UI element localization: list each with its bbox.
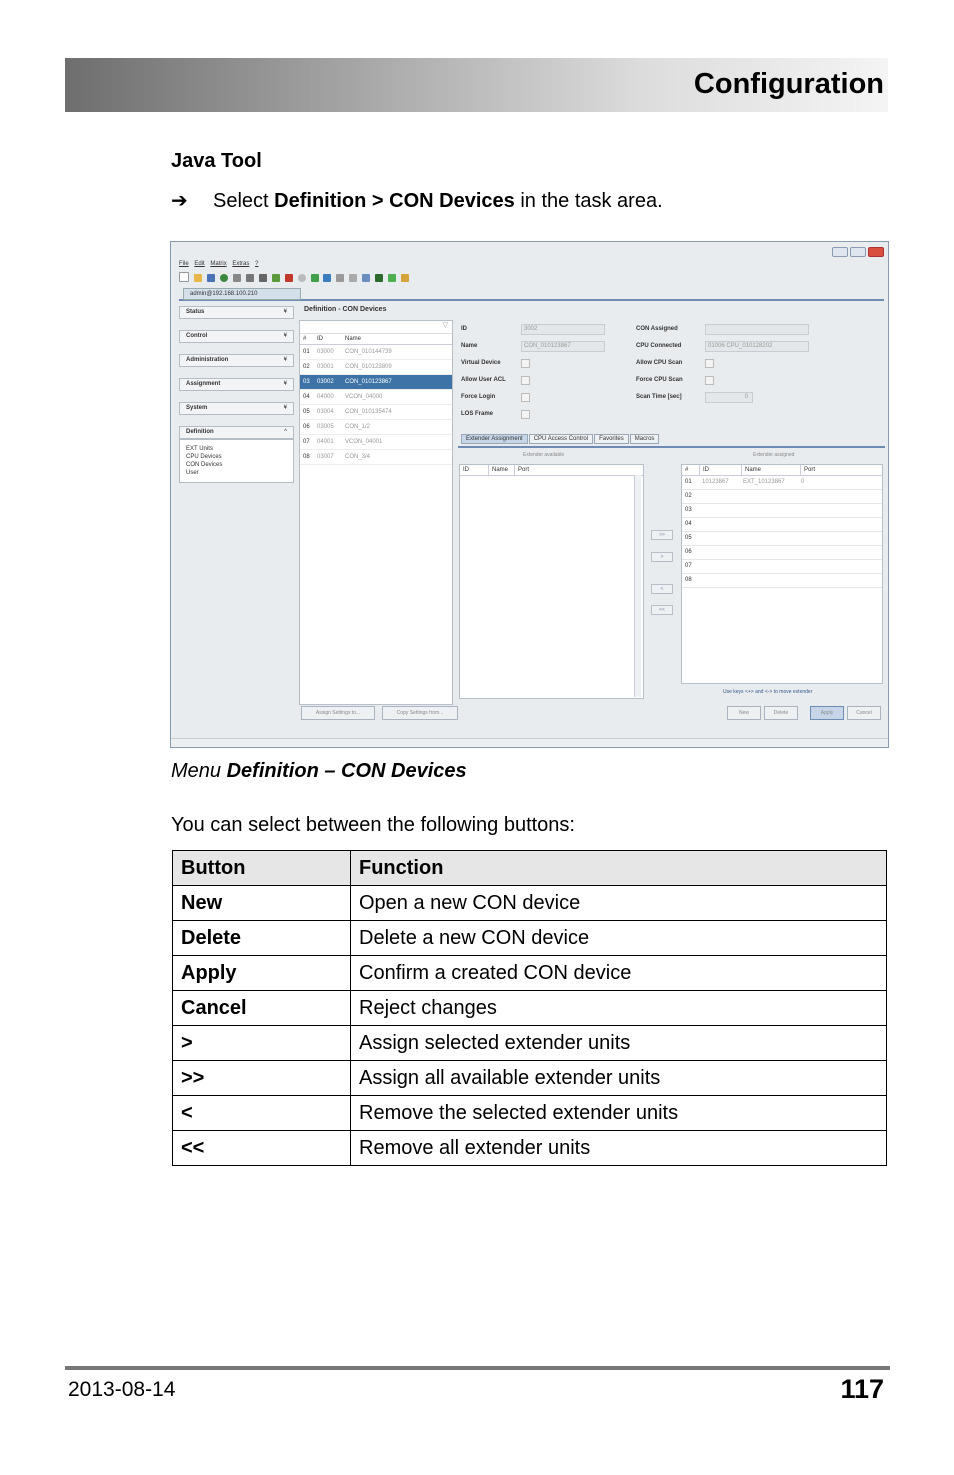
sidebar-item-status[interactable] [179, 306, 294, 319]
caption-prefix: Menu [171, 760, 227, 782]
copy-icon[interactable] [246, 274, 254, 282]
chevron-down-icon: ¥ [283, 357, 287, 363]
arrow-icon: ➔ [171, 190, 188, 212]
button-name: New [173, 886, 351, 921]
allow-cpu-scan-checkbox[interactable] [705, 359, 714, 368]
filter-icon[interactable]: ▽ [300, 321, 452, 334]
cpu-connected-field[interactable]: 01006 CPU_010128202 [705, 341, 809, 352]
connection-tabbar [179, 288, 884, 301]
new-button[interactable]: New [727, 706, 761, 720]
list-item[interactable]: 02 03001 CON_010123809 [300, 360, 452, 375]
remove-all-button[interactable]: << [651, 605, 673, 615]
table-header [682, 465, 882, 476]
col-header-port[interactable]: Port [804, 467, 816, 473]
document-icon[interactable] [336, 274, 344, 282]
table-row[interactable]: 05 [682, 532, 882, 546]
table-row [173, 1026, 887, 1061]
menu-bar [179, 261, 262, 267]
name-field[interactable]: CON_010123867 [521, 341, 605, 352]
button-function: Assign all available extender units [351, 1061, 887, 1096]
button-name: << [173, 1131, 351, 1166]
button-name: > [173, 1026, 351, 1061]
upload-icon[interactable] [311, 274, 319, 282]
table-header-row [173, 851, 887, 886]
figure-caption [171, 760, 467, 783]
table-row[interactable]: 04 [682, 518, 882, 532]
sidebar-item-control[interactable] [179, 330, 294, 343]
col-header-function: Function [351, 851, 887, 886]
cpu-connected-label: CPU Connected [636, 343, 682, 349]
tools-icon[interactable] [401, 274, 409, 282]
paste-icon[interactable] [259, 274, 267, 282]
button-function: Confirm a created CON device [351, 956, 887, 991]
toolbar [179, 272, 412, 284]
main-title: Definition - CON Devices [304, 306, 387, 313]
col-header-button: Button [173, 851, 351, 886]
button-function: Delete a new CON device [351, 921, 887, 956]
open-folder-icon[interactable] [194, 274, 202, 282]
save-icon[interactable] [207, 274, 215, 282]
report-icon[interactable] [349, 274, 357, 282]
col-header-id[interactable]: ID [317, 336, 323, 342]
chevron-down-icon: ¥ [283, 309, 287, 315]
menu-file[interactable]: File [179, 261, 189, 267]
table-row[interactable]: 02 [682, 490, 882, 504]
instruction [171, 188, 663, 213]
con-assigned-label: CON Assigned [636, 326, 678, 332]
tab-favorites[interactable]: Favorites [594, 434, 629, 444]
id-label: ID [461, 326, 467, 332]
sidebar [179, 306, 294, 483]
sidebar-item-label: System [186, 405, 208, 411]
table-row[interactable]: 03 [682, 504, 882, 518]
remove-selected-button[interactable]: < [651, 584, 673, 594]
table-row [173, 991, 887, 1026]
list-item[interactable]: 08 03007 CON_3/4 [300, 450, 452, 465]
table-row[interactable]: 07 [682, 560, 882, 574]
table-header [460, 465, 643, 476]
list-item-selected[interactable]: 03 03002 CON_010123867 [300, 375, 452, 390]
page-title: Configuration [693, 68, 884, 100]
sidebar-item-assignment[interactable] [179, 378, 294, 391]
footer-divider [65, 1366, 890, 1370]
list-item[interactable]: 07 04001 VCON_04001 [300, 435, 452, 450]
virtual-device-checkbox[interactable] [521, 359, 530, 368]
virtual-device-label: Virtual Device [461, 360, 501, 366]
window-controls [830, 247, 884, 259]
table-row [173, 1096, 887, 1131]
table-row[interactable]: 06 [682, 546, 882, 560]
table-row[interactable]: 08 [682, 574, 882, 588]
col-header-port[interactable]: Port [518, 467, 530, 473]
chevron-down-icon: ¥ [283, 405, 287, 411]
table-row [173, 956, 887, 991]
page-number: 117 [840, 1374, 884, 1404]
button-name: Cancel [173, 991, 351, 1026]
button-function: Remove all extender units [351, 1131, 887, 1166]
button-name: Delete [173, 921, 351, 956]
cancel-button[interactable]: Cancel [847, 706, 881, 720]
con-device-list [299, 320, 453, 705]
scan-time-stepper[interactable]: 0 [705, 392, 753, 403]
subtab-bar [461, 434, 660, 444]
sidebar-item-system[interactable] [179, 402, 294, 415]
intro-text: You can select between the following buttons: [171, 814, 575, 836]
caption-title: Definition – CON Devices [226, 760, 467, 782]
table-row[interactable]: 01 10123867 EXT_10123867 0 [682, 476, 882, 490]
col-header-id[interactable]: ID [460, 465, 489, 475]
sidebar-item-label: Administration [186, 357, 229, 363]
status-bar [171, 738, 888, 747]
table-row [173, 886, 887, 921]
submenu-con-devices[interactable]: CON Devices [186, 462, 223, 468]
extender-available-caption: Extender available [523, 452, 565, 458]
list-item[interactable]: 06 03005 CON_1/2 [300, 420, 452, 435]
monitor-icon[interactable] [375, 274, 383, 282]
sidebar-item-definition[interactable] [179, 426, 294, 439]
los-frame-checkbox[interactable] [521, 410, 530, 419]
los-frame-label: LOS Frame [461, 411, 494, 417]
button-name: < [173, 1096, 351, 1131]
settings-icon[interactable] [298, 274, 306, 282]
menu-matrix[interactable]: Matrix [210, 261, 227, 267]
button-function: Assign selected extender units [351, 1026, 887, 1061]
list-item[interactable]: 04 04000 VCON_04000 [300, 390, 452, 405]
sidebar-item-label: Status [186, 309, 205, 315]
submenu-cpu-devices[interactable]: CPU Devices [186, 454, 222, 460]
list-item[interactable]: 01 03000 CON_010144739 [300, 345, 452, 360]
tab-cpu-access-control[interactable]: CPU Access Control [529, 434, 593, 444]
force-cpu-scan-checkbox[interactable] [705, 376, 714, 385]
delete-button[interactable]: Delete [764, 706, 798, 720]
col-header-id[interactable]: ID [700, 465, 742, 475]
tab-extender-assignment[interactable]: Extender Assignment [461, 434, 528, 444]
allow-cpu-scan-label: Allow CPU Scan [636, 360, 683, 366]
new-file-icon[interactable] [179, 272, 189, 282]
assign-selected-button[interactable]: > [651, 552, 673, 562]
list-header [300, 334, 452, 345]
button-name: Apply [173, 956, 351, 991]
scan-time-label: Scan Time [sec] [636, 394, 682, 400]
col-header-number[interactable]: # [682, 465, 700, 475]
download-icon[interactable] [323, 274, 331, 282]
table-row [173, 921, 887, 956]
chevron-up-icon: ^ [284, 429, 287, 435]
col-header-name[interactable]: Name [489, 465, 515, 475]
force-cpu-scan-label: Force CPU Scan [636, 377, 683, 383]
sidebar-item-label: Assignment [186, 381, 221, 387]
sidebar-item-label: Definition [186, 429, 214, 435]
instruction-pre: Select [213, 190, 275, 212]
button-function: Reject changes [351, 991, 887, 1026]
scrollbar[interactable] [634, 475, 641, 697]
instruction-path: Definition > CON Devices [274, 190, 515, 212]
buttons-table [172, 850, 887, 1166]
force-login-label: Force Login [461, 394, 496, 400]
menu-help[interactable]: ? [255, 261, 259, 267]
disconnect-icon[interactable] [285, 274, 293, 282]
chevron-down-icon: ¥ [283, 333, 287, 339]
col-header-name[interactable]: Name [742, 465, 801, 475]
sidebar-item-administration[interactable] [179, 354, 294, 367]
assign-settings-button[interactable]: Assign Settings to... [301, 706, 375, 720]
subtab-divider [458, 446, 885, 448]
menu-edit[interactable]: Edit [194, 261, 205, 267]
instruction-post: in the task area. [514, 190, 663, 212]
name-label: Name [461, 343, 478, 349]
force-login-checkbox[interactable] [521, 393, 530, 402]
chevron-down-icon: ¥ [283, 381, 287, 387]
cut-icon[interactable] [233, 274, 241, 282]
export-icon[interactable] [362, 274, 370, 282]
connection-tab[interactable]: admin@192.168.100.210 [183, 288, 301, 300]
allow-user-acl-label: Allow User ACL [461, 377, 506, 383]
list-item[interactable]: 05 03004 CON_010135474 [300, 405, 452, 420]
maximize-icon[interactable] [850, 247, 866, 257]
extender-available-table [459, 464, 644, 699]
apply-button[interactable]: Apply [810, 706, 844, 720]
assign-all-button[interactable]: >> [651, 530, 673, 540]
col-header-number[interactable]: # [303, 336, 307, 342]
submenu-user[interactable]: User [186, 470, 199, 476]
sidebar-item-label: Control [186, 333, 208, 339]
minimize-icon[interactable] [832, 247, 848, 257]
tab-macros[interactable]: Macros [630, 434, 660, 444]
refresh-icon[interactable] [220, 274, 228, 282]
header-bar [65, 58, 888, 112]
extender-assigned-caption: Extender assigned [753, 452, 795, 458]
table-row [173, 1131, 887, 1166]
definition-submenu [179, 439, 294, 483]
app-screenshot [170, 241, 889, 748]
connect-icon[interactable] [272, 274, 280, 282]
check-icon[interactable] [388, 274, 396, 282]
footer-date: 2013-08-14 [68, 1378, 176, 1401]
button-function: Open a new CON device [351, 886, 887, 921]
section-title: Java Tool [171, 150, 262, 172]
allow-user-acl-checkbox[interactable] [521, 376, 530, 385]
button-name: >> [173, 1061, 351, 1096]
id-field[interactable]: 3002 [521, 324, 605, 335]
submenu-ext-units[interactable]: EXT Units [186, 446, 213, 452]
extender-assigned-table [681, 464, 883, 684]
table-row [173, 1061, 887, 1096]
move-hint: Use keys <+> and <-> to move extender [723, 689, 813, 695]
copy-settings-button[interactable]: Copy Settings from... [382, 706, 458, 720]
col-header-name[interactable]: Name [345, 336, 362, 342]
button-function: Remove the selected extender units [351, 1096, 887, 1131]
con-assigned-field[interactable] [705, 324, 809, 335]
menu-extras[interactable]: Extras [232, 261, 250, 267]
close-icon[interactable] [868, 247, 884, 257]
